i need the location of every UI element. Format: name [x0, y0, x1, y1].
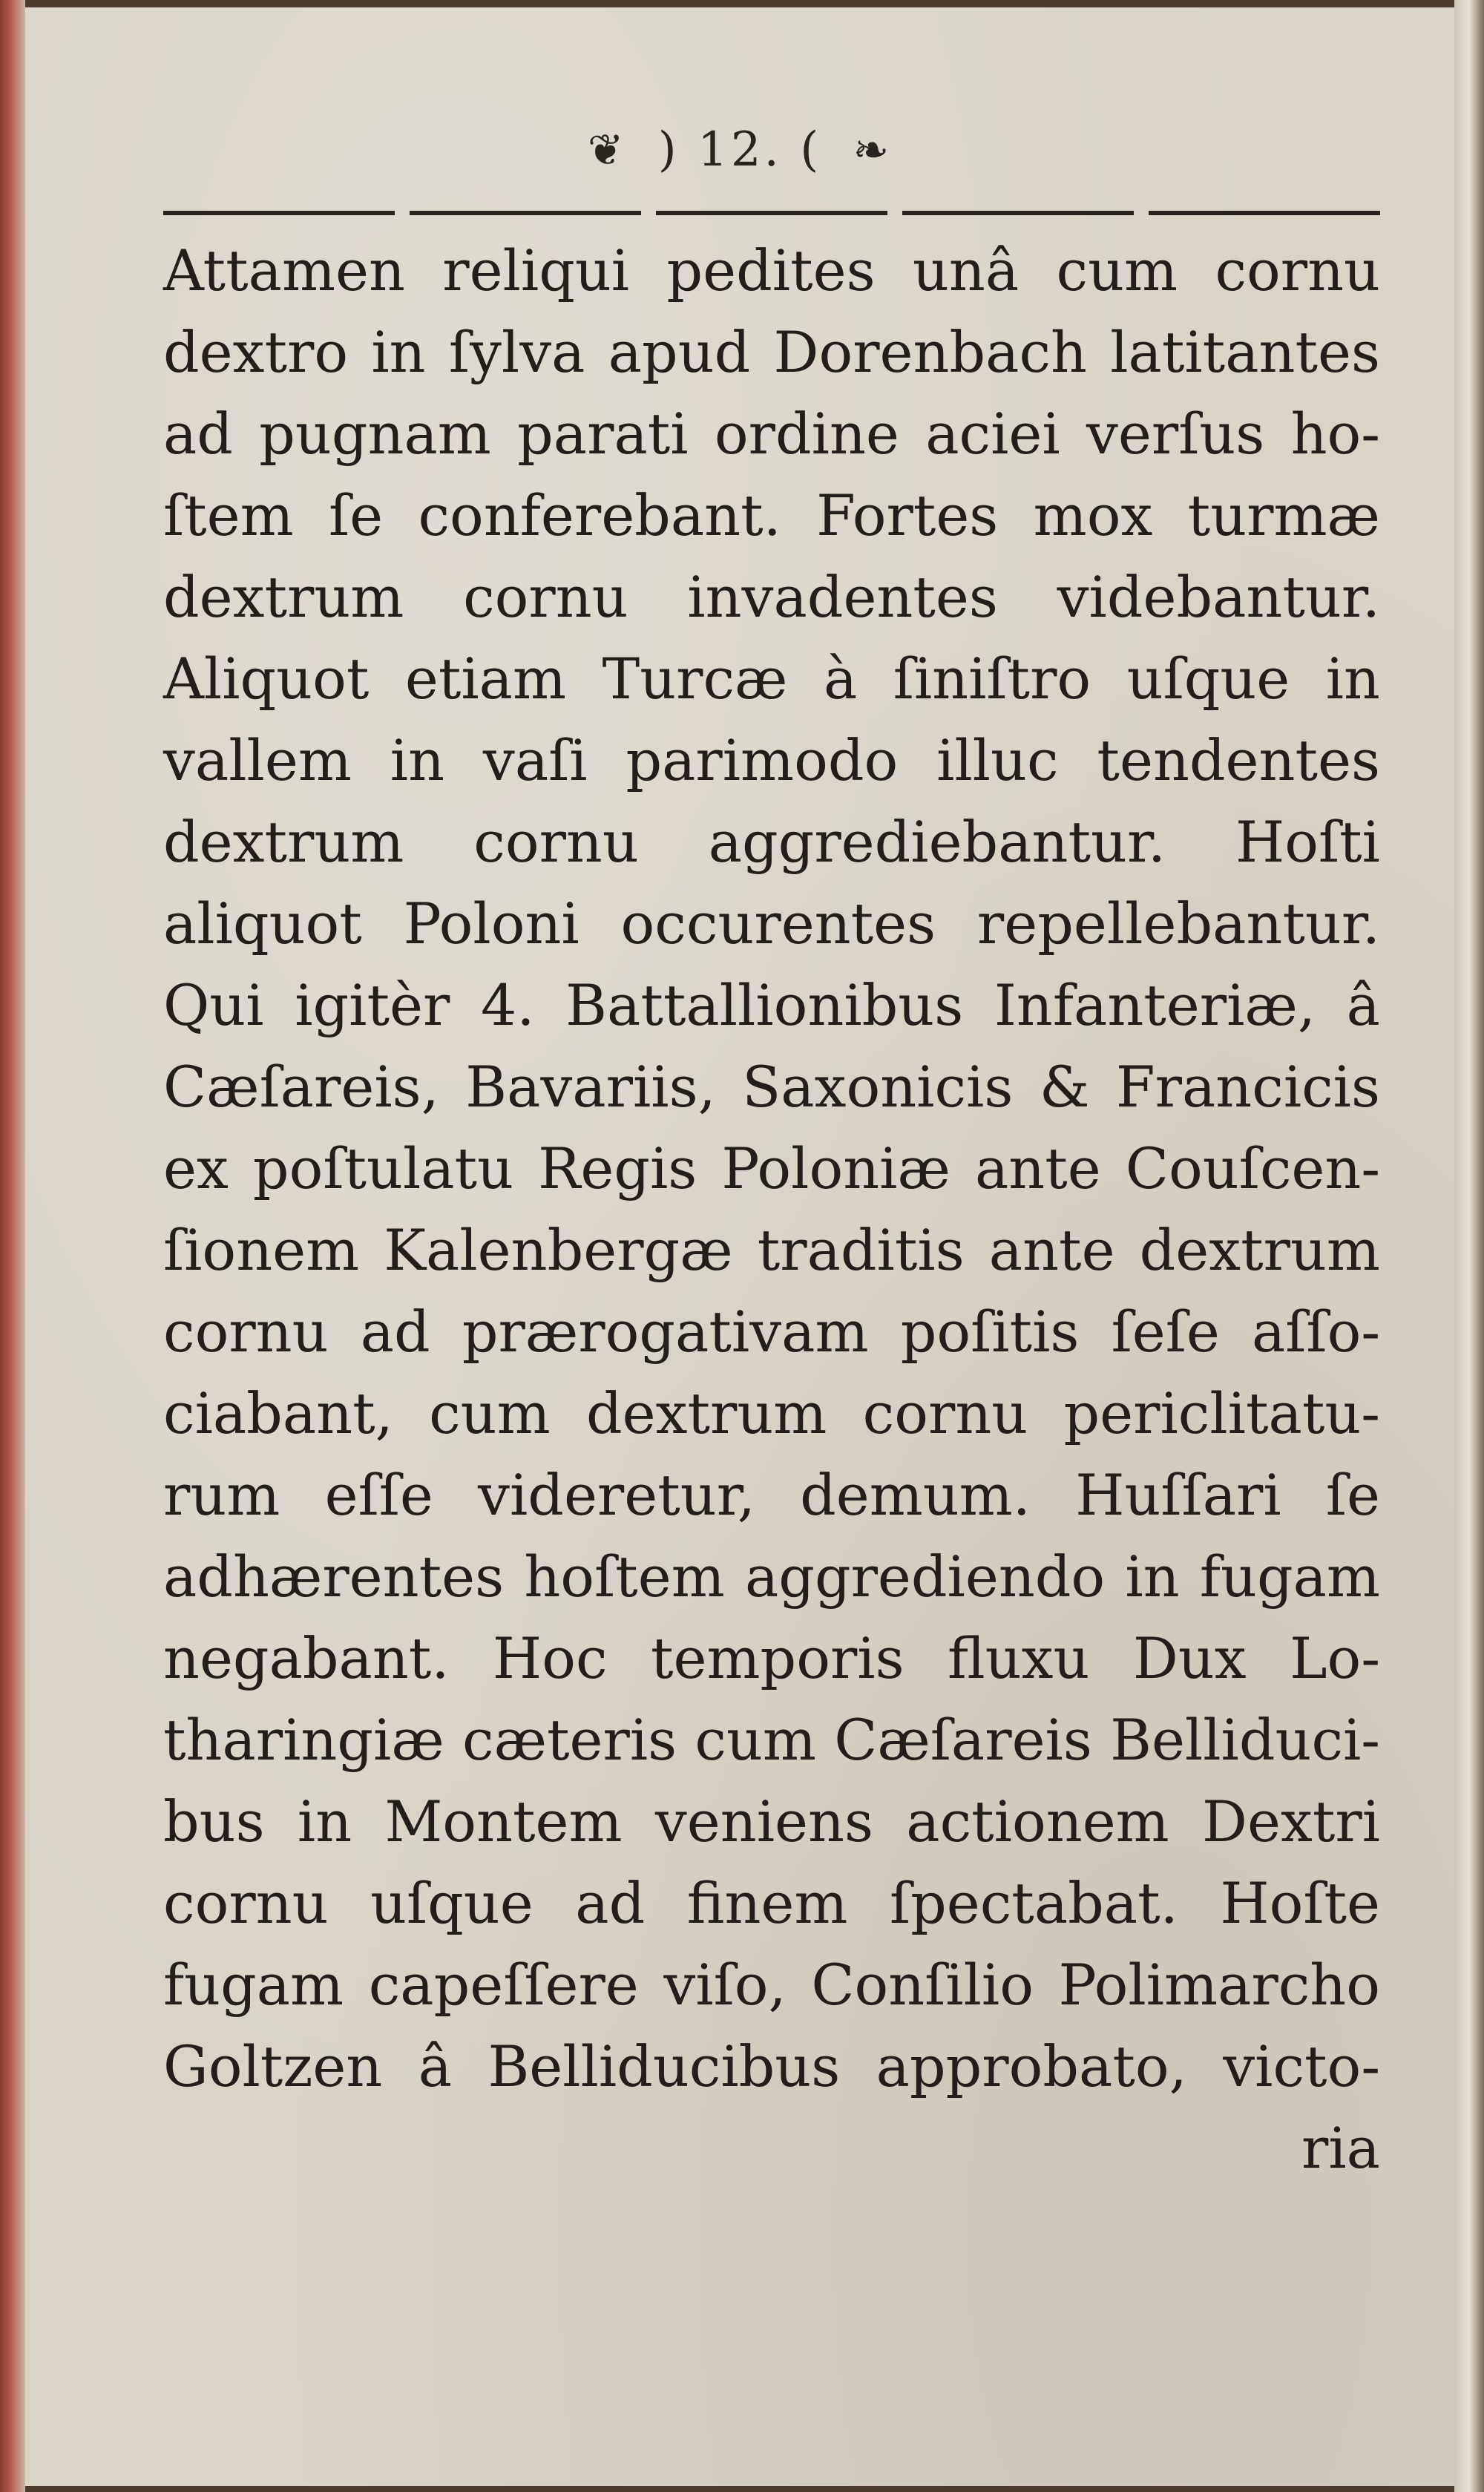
text-line: cornu uſque ad finem ſpectabat. Hoſte: [163, 1870, 1380, 1936]
ornament-left-icon: ❦: [587, 124, 627, 175]
text-line: dextrum cornu aggrediebantur. Hoſti: [163, 809, 1380, 875]
page-edge-right: [1454, 0, 1484, 2492]
text-line: aliquot Poloni occurentes repellebantur.: [163, 891, 1380, 957]
page: [25, 7, 1454, 2486]
text-line: ſionem Kalenbergæ traditis ante dextrum: [163, 1217, 1380, 1283]
text-line: tharingiæ cæteris cum Cæſareis Belliduci-: [163, 1707, 1380, 1773]
text-line: ſtem ſe conferebant. Fortes mox turmæ: [163, 482, 1380, 548]
text-line: fugam capeſſere viſo, Conſilio Polimarcho: [163, 1952, 1380, 2018]
text-line: ex poſtulatu Regis Poloniæ ante Couſcen-: [163, 1135, 1380, 1201]
rule-segment: [656, 211, 887, 215]
catchword: ria: [1301, 2115, 1380, 2181]
header-rule: [163, 208, 1380, 218]
rule-segment: [902, 211, 1134, 215]
rule-segment: [410, 211, 641, 215]
text-line: Goltzen â Belliducibus approbato, victo-: [163, 2033, 1380, 2099]
text-line: adhærentes hoſtem aggrediendo in fugam: [163, 1544, 1380, 1610]
ornament-right-icon: ❧: [853, 124, 893, 175]
text-line: Aliquot etiam Turcæ à ſiniſtro uſque in: [163, 646, 1380, 712]
rule-segment: [163, 211, 395, 215]
text-line: rum eſſe videretur, demum. Huſſari ſe: [163, 1462, 1380, 1528]
page-header: [25, 119, 1454, 177]
text-line: dextrum cornu invadentes videbantur.: [163, 564, 1380, 630]
text-line: Cæſareis, Bavariis, Saxonicis & Francicis: [163, 1054, 1380, 1120]
text-line: Qui igitèr 4. Battallionibus Infanteriæ, â: [163, 972, 1380, 1038]
text-line: dextro in ſylva apud Dorenbach latitantes: [163, 319, 1380, 385]
page-number: ) 12. (: [657, 122, 822, 177]
text-line: ciabant, cum dextrum cornu periclitatu-: [163, 1380, 1380, 1446]
text-line: negabant. Hoc temporis fluxu Dux Lo-: [163, 1625, 1380, 1691]
text-line: Attamen reliqui pedites unâ cum cornu: [163, 237, 1380, 304]
text-line: ad pugnam parati ordine aciei verſus ho-: [163, 401, 1380, 467]
rule-segment: [1149, 211, 1380, 215]
page-edge-left: [0, 0, 25, 2492]
text-line: vallem in vaſi parimodo illuc tendentes: [163, 727, 1380, 793]
body-text: [163, 230, 1380, 2189]
text-line: bus in Montem veniens actionem Dextri: [163, 1788, 1380, 1855]
text-line: cornu ad prærogativam poſitis ſeſe aſſo-: [163, 1299, 1380, 1365]
